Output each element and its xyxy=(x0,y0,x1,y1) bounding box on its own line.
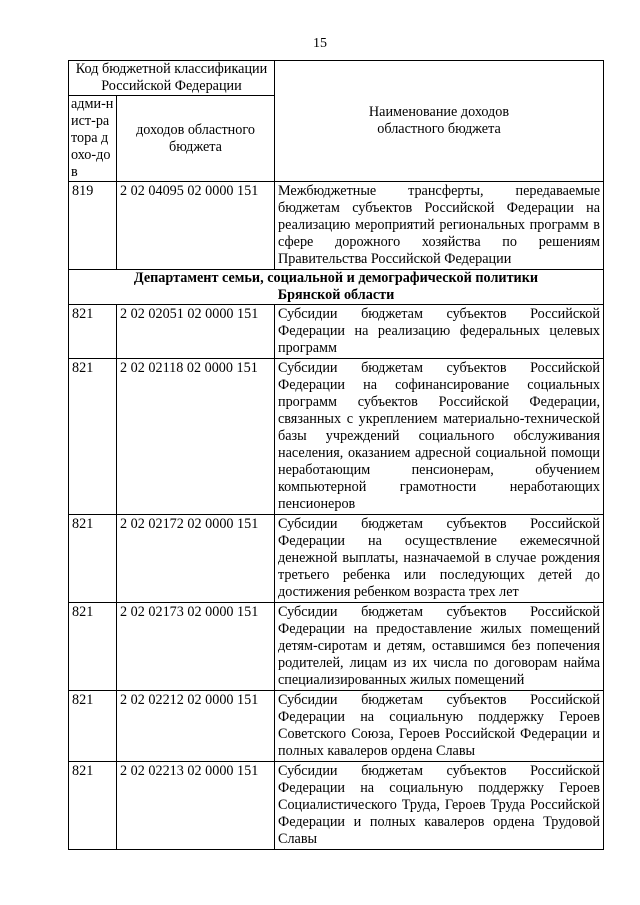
budget-code-cell: 2 02 02051 02 0000 151 xyxy=(117,305,275,359)
budget-code-cell: 2 02 02212 02 0000 151 xyxy=(117,691,275,762)
code-group-header: Код бюджетной классификации Российской Федерации xyxy=(69,61,275,96)
income-name-cell: Субсидии бюджетам субъектов Российской Федерации на социальную поддержку Героев Советского Союза, Героев Российской Федерации и полных кавалеров ордена Славы xyxy=(275,691,604,762)
budget-code-cell: 2 02 02173 02 0000 151 xyxy=(117,603,275,691)
table-row xyxy=(69,515,604,603)
name-column-header: Наименование доходов областного бюджета xyxy=(275,61,604,182)
section-title: Департамент семьи, социальной и демографической политики Брянской области xyxy=(69,270,604,305)
table-row xyxy=(69,182,604,270)
admin-column-header: адми-нист-ратора дохо-дов xyxy=(69,96,117,182)
section-row xyxy=(69,270,604,305)
admin-code-cell: 821 xyxy=(69,305,117,359)
income-column-header: доходов областного бюджета xyxy=(117,96,275,182)
table-row xyxy=(69,305,604,359)
table-row xyxy=(69,359,604,515)
table-row xyxy=(69,603,604,691)
budget-code-cell: 2 02 04095 02 0000 151 xyxy=(117,182,275,270)
admin-code-cell: 821 xyxy=(69,603,117,691)
budget-code-cell: 2 02 02118 02 0000 151 xyxy=(117,359,275,515)
budget-code-cell: 2 02 02213 02 0000 151 xyxy=(117,762,275,850)
admin-code-cell: 821 xyxy=(69,691,117,762)
admin-code-cell: 819 xyxy=(69,182,117,270)
income-name-cell: Субсидии бюджетам субъектов Российской Федерации на предоставление жилых помещений детям-сиротам и детям, оставшимся без попечения родителей, лицам из их числа по договорам найма специализированных жилых помещений xyxy=(275,603,604,691)
budget-income-table xyxy=(68,60,604,850)
page-number: 15 xyxy=(313,36,327,51)
table-row xyxy=(69,762,604,850)
table-row xyxy=(69,691,604,762)
income-name-cell: Субсидии бюджетам субъектов Российской Федерации на социальную поддержку Героев Социалистического Труда, Героев Труда Российской Федерации и полных кавалеров ордена Трудовой Славы xyxy=(275,762,604,850)
admin-code-cell: 821 xyxy=(69,762,117,850)
income-name-cell: Субсидии бюджетам субъектов Российской Федерации на осуществление ежемесячной денежной выплаты, назначаемой в случае рождения третьего ребенка или последующих детей до достижения ребенком возраста трех лет xyxy=(275,515,604,603)
income-name-cell: Межбюджетные трансферты, передаваемые бюджетам субъектов Российской Федерации на реализацию мероприятий региональных программ в сфере дорожного хозяйства по решениям Правительства Российской Федерации xyxy=(275,182,604,270)
admin-code-cell: 821 xyxy=(69,515,117,603)
income-name-cell: Субсидии бюджетам субъектов Российской Федерации на реализацию федеральных целевых программ xyxy=(275,305,604,359)
admin-code-cell: 821 xyxy=(69,359,117,515)
table-header-row xyxy=(69,61,604,96)
income-name-cell: Субсидии бюджетам субъектов Российской Федерации на софинансирование социальных программ субъектов Российской Федерации, связанных с укреплением материально-технической базы учреждений социального обслуживания населения, оказанием адресной социальной помощи неработающим пенсионерам, обучением компьютерной грамотности неработающих пенсионеров xyxy=(275,359,604,515)
budget-code-cell: 2 02 02172 02 0000 151 xyxy=(117,515,275,603)
